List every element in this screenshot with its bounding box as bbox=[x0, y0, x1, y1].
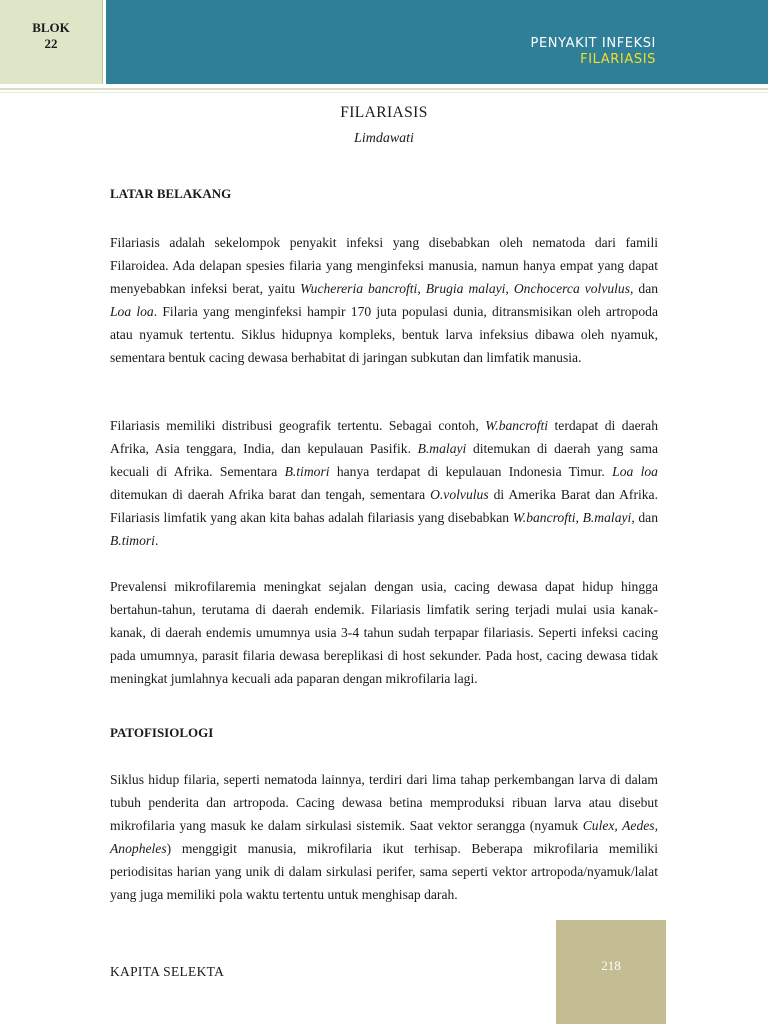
text-run: terdapat di daerah Afrika, Asia tenggara, India, dan kepulauan Pasifik. bbox=[110, 418, 659, 457]
page-number-box bbox=[556, 920, 666, 1024]
text-run: hanya terdapat di kepulauan Indonesia Timur. bbox=[329, 464, 613, 480]
italic-term: Brugia malayi bbox=[425, 281, 506, 297]
text-run: , bbox=[417, 281, 426, 297]
italic-term: B.timori bbox=[110, 533, 155, 549]
paragraph bbox=[110, 414, 658, 553]
italic-term: Loa loa bbox=[110, 304, 154, 320]
footer-label: KAPITA SELEKTA bbox=[110, 964, 225, 979]
blok-number: 22 bbox=[44, 36, 58, 51]
paragraph bbox=[110, 575, 658, 690]
section-heading-latar-belakang: LATAR BELAKANG bbox=[110, 186, 232, 201]
topic-title: FILARIASIS bbox=[580, 52, 656, 67]
header-divider bbox=[0, 88, 768, 90]
text-run: di Amerika Barat dan Afrika. Filariasis limfatik yang akan kita bahas adalah filariasis yang disebabkan bbox=[110, 487, 658, 526]
text-run: ditemukan di daerah Afrika barat dan tengah, sementara bbox=[110, 487, 431, 503]
italic-term: B.malayi bbox=[417, 441, 467, 457]
text-run: ditemukan di daerah yang sama kecuali di Afrika. Sementara bbox=[110, 441, 658, 480]
text-run: Siklus hidup filaria, seperti nematoda lainnya, terdiri dari lima tahap perkembangan larva di dalam tubuh penderita dan artropoda. Cacing dewasa betina memproduksi ribuan larva atau disebut mikrofilaria yang masuk ke dalam sirkulasi sistemik. Saat vektor serangga (nyamuk bbox=[110, 772, 658, 834]
italic-term: Onchocerca volvulus bbox=[513, 281, 631, 297]
paragraph bbox=[110, 231, 658, 370]
course-title: PENYAKIT INFEKSI bbox=[530, 36, 656, 51]
text-run: , dan bbox=[631, 510, 658, 526]
header-banner bbox=[106, 0, 768, 84]
italic-term: Culex, Aedes, Anopheles bbox=[110, 818, 658, 857]
italic-term: B.timori bbox=[284, 464, 330, 480]
page-number: 218 bbox=[601, 958, 621, 973]
paragraph bbox=[110, 768, 658, 907]
document-author: Limdawati bbox=[354, 131, 414, 146]
italic-term: W.bancrofti bbox=[485, 418, 549, 433]
blok-label: BLOK bbox=[32, 20, 70, 35]
text-run: . bbox=[154, 533, 159, 549]
text-run: ) menggigit manusia, mikrofilaria ikut terhisap. Beberapa mikrofilaria memiliki periodisitas harian yang unik di dalam sirkulasi perifer, sama seperti vektor artropoda/nyamuk/lalat yang juga memiliki pola waktu tertentu untuk menghisap darah. bbox=[110, 841, 658, 903]
section-heading-patofisiologi: PATOFISIOLOGI bbox=[110, 725, 214, 740]
document-title: FILARIASIS bbox=[340, 104, 428, 121]
text-run: , bbox=[505, 281, 514, 297]
blok-badge bbox=[0, 0, 103, 84]
italic-term: W.bancrofti, B.malayi bbox=[512, 510, 632, 526]
header-divider-thin bbox=[0, 92, 768, 93]
italic-term: Wuchereria bancrofti bbox=[300, 281, 418, 297]
italic-term: Loa loa bbox=[612, 464, 658, 480]
text-run: Prevalensi mikrofilaremia meningkat sejalan dengan usia, cacing dewasa dapat hidup hingga bertahun-tahun, terutama di daerah endemik. Filariasis limfatik sering terjadi mulai usia kanak-kanak, di daerah endemis umumnya usia 3-4 tahun sudah terpapar filariasis. Seperti infeksi cacing pada umumnya, parasit filaria dewasa bereplikasi di host sekunder. Pada host, cacing dewasa tidak meningkat jumlahnya kecuali ada paparan dengan mikrofilaria lagi. bbox=[110, 579, 658, 687]
text-run: Filariasis adalah sekelompok penyakit infeksi yang disebabkan oleh nematoda dari famili Filaroidea. Ada delapan spesies filaria yang menginfeksi manusia, namun hanya empat yang dapat menyebabkan infeksi berat, yaitu bbox=[110, 235, 658, 297]
text-run: Filariasis memiliki distribusi geografik tertentu. Sebagai contoh, bbox=[110, 418, 486, 433]
italic-term: O.volvulus bbox=[430, 487, 489, 503]
text-run: . Filaria yang menginfeksi hampir 170 juta populasi dunia, ditransmisikan oleh artropoda atau nyamuk tertentu. Siklus hidupnya kompleks, bentuk larva infeksius dibawa oleh nyamuk, sementara bentuk cacing dewasa berhabitat di jaringan subkutan dan limfatik manusia. bbox=[110, 304, 658, 366]
text-run: , dan bbox=[630, 281, 659, 297]
